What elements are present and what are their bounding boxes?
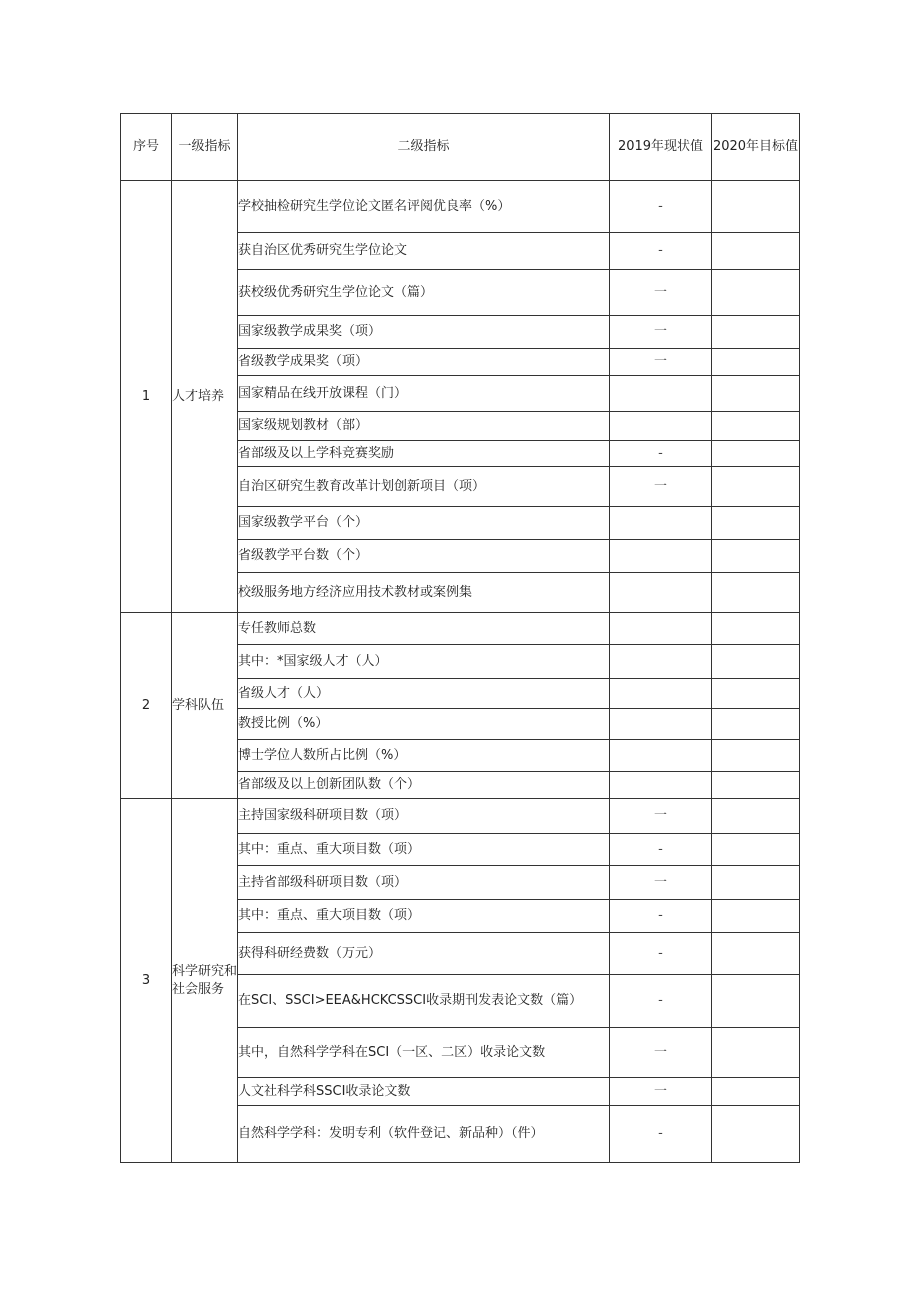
indicator-label: 获校级优秀研究生学位论文（篇） xyxy=(238,270,610,316)
value-2019: - xyxy=(610,1106,712,1163)
indicator-label: 其中：*国家级人才（人） xyxy=(238,645,610,679)
value-2019: 一 xyxy=(610,1078,712,1106)
value-2020-target xyxy=(712,233,800,270)
indicator-label: 省级人才（人） xyxy=(238,679,610,709)
value-2020-target xyxy=(712,834,800,866)
indicator-label: 自然科学学科：发明专利（软件登记、新品种）（件） xyxy=(238,1106,610,1163)
value-2019 xyxy=(610,613,712,645)
value-2019: - xyxy=(610,834,712,866)
value-2020-target xyxy=(712,441,800,467)
value-2019 xyxy=(610,645,712,679)
indicator-label: 教授比例（%） xyxy=(238,709,610,740)
value-2019: - xyxy=(610,233,712,270)
value-2020-target xyxy=(712,772,800,799)
value-2019 xyxy=(610,772,712,799)
value-2019: 一 xyxy=(610,316,712,349)
value-2019: 一 xyxy=(610,799,712,834)
indicator-label: 其中，自然科学学科在SCI（一区、二区）收录论文数 xyxy=(238,1028,610,1078)
value-2019 xyxy=(610,679,712,709)
value-2019: - xyxy=(610,900,712,933)
value-2020-target xyxy=(712,613,800,645)
indicator-label: 其中：重点、重大项目数（项） xyxy=(238,834,610,866)
value-2020-target xyxy=(712,181,800,233)
value-2019 xyxy=(610,540,712,573)
value-2020-target xyxy=(712,412,800,441)
value-2020-target xyxy=(712,900,800,933)
indicator-label: 其中：重点、重大项目数（项） xyxy=(238,900,610,933)
header-row xyxy=(121,114,800,181)
indicator-label: 校级服务地方经济应用技术教材或案例集 xyxy=(238,573,610,613)
value-2020-target xyxy=(712,376,800,412)
header-level2: 二级指标 xyxy=(238,114,610,181)
value-2019 xyxy=(610,412,712,441)
value-2020-target xyxy=(712,709,800,740)
indicator-label: 学校抽检研究生学位论文匿名评阅优良率（%） xyxy=(238,181,610,233)
indicator-label: 自治区研究生教育改革计划创新项目（项） xyxy=(238,467,610,507)
value-2019: - xyxy=(610,441,712,467)
value-2019: - xyxy=(610,975,712,1028)
value-2020-target xyxy=(712,1028,800,1078)
value-2020-target xyxy=(712,1106,800,1163)
value-2019: 一 xyxy=(610,866,712,900)
table-row xyxy=(121,613,800,645)
header-2019-value: 2019年现状值 xyxy=(610,114,712,181)
value-2019 xyxy=(610,507,712,540)
indicator-table xyxy=(120,113,800,1163)
table-row xyxy=(121,799,800,834)
value-2020-target xyxy=(712,975,800,1028)
table-body xyxy=(121,181,800,1163)
value-2019: - xyxy=(610,181,712,233)
indicator-label: 获得科研经费数（万元） xyxy=(238,933,610,975)
group-seq: 2 xyxy=(121,613,172,799)
value-2020-target xyxy=(712,799,800,834)
group-level1: 科学研究和社会服务 xyxy=(172,799,238,1163)
value-2019: 一 xyxy=(610,467,712,507)
value-2020-target xyxy=(712,740,800,772)
group-seq: 1 xyxy=(121,181,172,613)
header-seq: 序号 xyxy=(121,114,172,181)
value-2020-target xyxy=(712,933,800,975)
indicator-label: 国家精品在线开放课程（门） xyxy=(238,376,610,412)
value-2019: 一 xyxy=(610,349,712,376)
value-2020-target xyxy=(712,349,800,376)
value-2019 xyxy=(610,740,712,772)
indicator-label: 人文社科学科SSCI收录论文数 xyxy=(238,1078,610,1106)
indicator-label: 主持省部级科研项目数（项） xyxy=(238,866,610,900)
indicator-label: 获自治区优秀研究生学位论文 xyxy=(238,233,610,270)
indicator-label: 省级教学成果奖（项） xyxy=(238,349,610,376)
value-2020-target xyxy=(712,507,800,540)
indicator-label: 博士学位人数所占比例（%） xyxy=(238,740,610,772)
value-2020-target xyxy=(712,866,800,900)
header-level1: 一级指标 xyxy=(172,114,238,181)
indicator-label: 省部级及以上创新团队数（个） xyxy=(238,772,610,799)
indicator-label: 国家级教学成果奖（项） xyxy=(238,316,610,349)
value-2019: - xyxy=(610,933,712,975)
value-2019 xyxy=(610,573,712,613)
table-row xyxy=(121,181,800,233)
indicator-label: 省级教学平台数（个） xyxy=(238,540,610,573)
value-2020-target xyxy=(712,679,800,709)
indicator-label: 主持国家级科研项目数（项） xyxy=(238,799,610,834)
value-2020-target xyxy=(712,645,800,679)
value-2019: 一 xyxy=(610,270,712,316)
value-2019 xyxy=(610,709,712,740)
indicator-label: 专任教师总数 xyxy=(238,613,610,645)
indicator-label: 国家级教学平台（个） xyxy=(238,507,610,540)
value-2019 xyxy=(610,376,712,412)
value-2020-target xyxy=(712,316,800,349)
group-seq: 3 xyxy=(121,799,172,1163)
group-level1: 人才培养 xyxy=(172,181,238,613)
value-2019: 一 xyxy=(610,1028,712,1078)
value-2020-target xyxy=(712,467,800,507)
indicator-label: 省部级及以上学科竞赛奖励 xyxy=(238,441,610,467)
indicator-label: 在SCI、SSCI>EEA&HCKCSSCI收录期刊发表论文数（篇） xyxy=(238,975,610,1028)
value-2020-target xyxy=(712,540,800,573)
group-level1: 学科队伍 xyxy=(172,613,238,799)
indicator-label: 国家级规划教材（部） xyxy=(238,412,610,441)
value-2020-target xyxy=(712,1078,800,1106)
value-2020-target xyxy=(712,270,800,316)
value-2020-target xyxy=(712,573,800,613)
header-2020-target: 2020年目标值 xyxy=(712,114,800,181)
